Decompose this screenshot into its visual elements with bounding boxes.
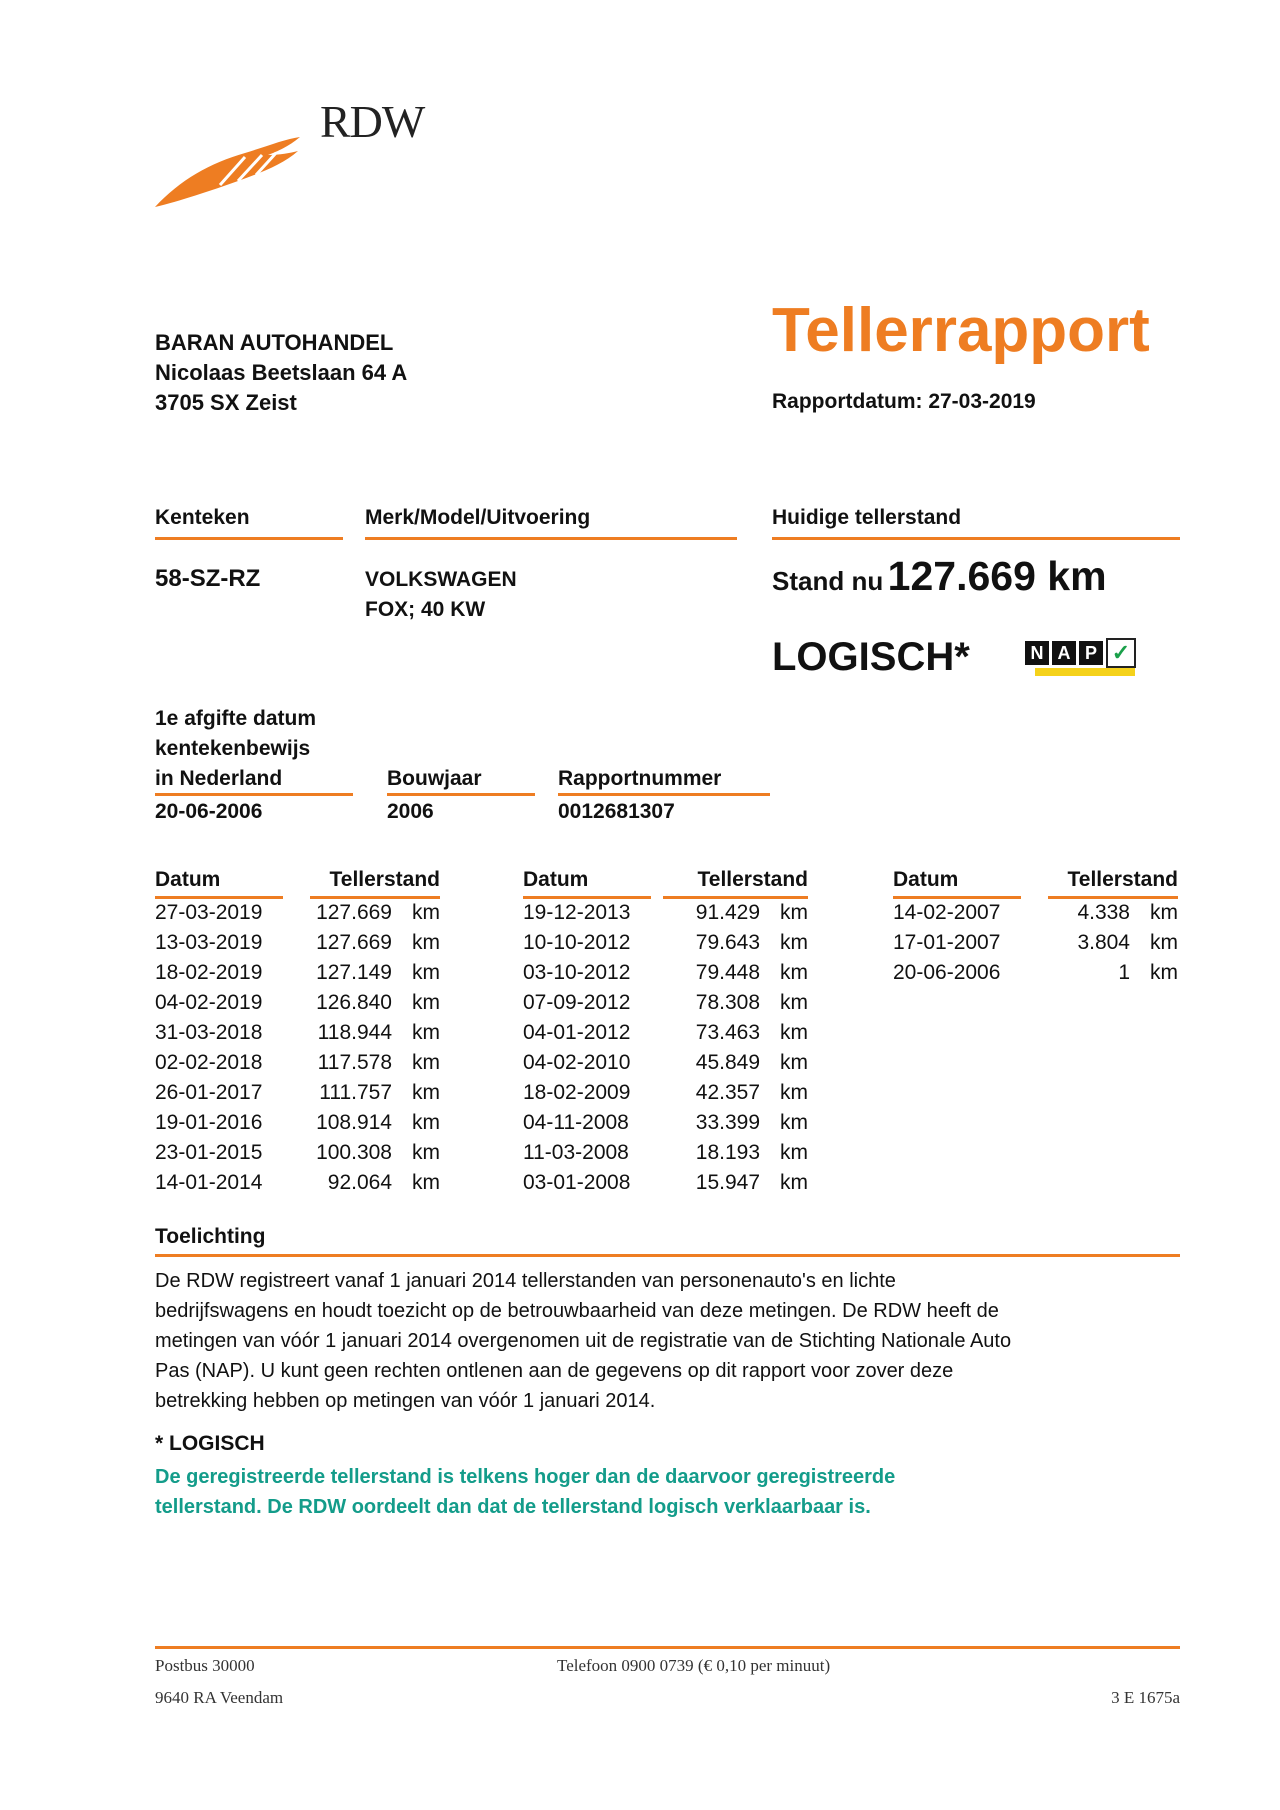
logisch-verdict: LOGISCH* [772, 635, 970, 679]
row-date: 27-03-2019 [155, 901, 263, 924]
table-row [523, 1108, 808, 1138]
row-date: 10-10-2012 [523, 931, 631, 954]
row-unit: km [780, 931, 808, 954]
row-unit: km [780, 991, 808, 1014]
table-row [523, 1018, 808, 1048]
table-row [155, 1168, 440, 1198]
table-row [893, 928, 1178, 958]
divider [387, 793, 535, 796]
row-date: 14-01-2014 [155, 1171, 263, 1194]
row-value: 15.947 [695, 1171, 760, 1194]
row-unit: km [412, 991, 440, 1014]
row-unit: km [412, 931, 440, 954]
label-bouwjaar: Bouwjaar [387, 767, 482, 790]
row-date: 14-02-2007 [893, 901, 1001, 924]
row-value: 42.357 [695, 1081, 760, 1104]
header-tellerstand: Tellerstand [329, 868, 440, 891]
row-date: 19-01-2016 [155, 1111, 263, 1134]
row-value: 91.429 [695, 901, 760, 924]
row-unit: km [412, 1081, 440, 1104]
row-unit: km [412, 1051, 440, 1074]
stand-value: 127.669 km [887, 553, 1107, 599]
row-unit: km [412, 901, 440, 924]
label-afgifte [155, 704, 316, 794]
label-afgifte-line: in Nederland [155, 767, 283, 790]
header-tellerstand: Tellerstand [1067, 868, 1178, 891]
row-value: 18.193 [695, 1141, 760, 1164]
table-row [893, 898, 1178, 928]
sender-name: BARAN AUTOHANDEL [155, 330, 394, 355]
toelichting-line: Pas (NAP). U kunt geen rechten ontlenen aan de gegevens op dit rapport voor zover deze [155, 1360, 954, 1382]
row-unit: km [780, 1141, 808, 1164]
stand-nu [772, 553, 1107, 600]
label-kenteken: Kenteken [155, 506, 250, 529]
rows-col-2 [523, 898, 808, 1198]
row-unit: km [780, 901, 808, 924]
merk-value: VOLKSWAGEN [365, 568, 517, 591]
report-title: Tellerrapport [772, 296, 1150, 365]
row-date: 03-10-2012 [523, 961, 631, 984]
row-date: 18-02-2009 [523, 1081, 631, 1104]
row-value: 118.944 [317, 1021, 392, 1044]
divider [772, 537, 1180, 540]
row-date: 04-02-2019 [155, 991, 263, 1014]
rapportnummer-value: 0012681307 [558, 800, 675, 823]
table-row [155, 1138, 440, 1168]
row-value: 79.643 [695, 931, 760, 954]
rows-col-1 [155, 898, 440, 1198]
logisch-line: De geregistreerde tellerstand is telkens hoger dan de daarvoor geregistreerde [155, 1466, 896, 1488]
row-unit: km [780, 1111, 808, 1134]
kenteken-value: 58-SZ-RZ [155, 565, 261, 592]
row-date: 04-01-2012 [523, 1021, 631, 1044]
row-unit: km [412, 1171, 440, 1194]
model-value: FOX; 40 KW [365, 598, 486, 621]
row-value: 92.064 [327, 1171, 392, 1194]
row-unit: km [412, 1141, 440, 1164]
table-row [523, 1078, 808, 1108]
row-date: 31-03-2018 [155, 1021, 263, 1044]
row-date: 13-03-2019 [155, 931, 263, 954]
table-row [523, 1048, 808, 1078]
divider [155, 793, 353, 796]
stand-prefix: Stand nu [772, 566, 884, 596]
table-row [155, 958, 440, 988]
logisch-heading: * LOGISCH [155, 1432, 265, 1455]
row-unit: km [780, 1021, 808, 1044]
logisch-explanation [155, 1462, 1185, 1522]
table-row [523, 1138, 808, 1168]
table-row [155, 898, 440, 928]
row-value: 3.804 [1077, 931, 1130, 954]
header-datum: Datum [893, 868, 959, 891]
row-unit: km [780, 1081, 808, 1104]
toelichting-line: betrekking hebben op metingen van vóór 1 januari 2014. [155, 1390, 656, 1412]
divider [155, 537, 343, 540]
table-row [523, 958, 808, 988]
row-value: 108.914 [316, 1111, 392, 1134]
table-row [155, 1048, 440, 1078]
row-date: 11-03-2008 [523, 1141, 629, 1164]
footer-telefoon: Telefoon 0900 0739 (€ 0,10 per minuut) [557, 1656, 831, 1675]
row-unit: km [412, 961, 440, 984]
toelichting-line: metingen van vóór 1 januari 2014 overgenomen uit de registratie van de Stichting Nationale Auto [155, 1330, 1012, 1352]
toelichting-line: De RDW registreert vanaf 1 januari 2014 tellerstanden van personenauto's en lichte [155, 1270, 896, 1292]
row-value: 4.338 [1077, 901, 1130, 924]
row-value: 73.463 [695, 1021, 760, 1044]
sender-street: Nicolaas Beetslaan 64 A [155, 360, 408, 385]
tellerstand-column-3 [893, 868, 1178, 988]
rows-col-3 [893, 898, 1178, 988]
footer-plaats: 9640 RA Veendam [155, 1688, 284, 1707]
logisch-line: tellerstand. De RDW oordeelt dan dat de tellerstand logisch verklaarbaar is. [155, 1496, 871, 1518]
header-tellerstand: Tellerstand [697, 868, 808, 891]
table-row [523, 988, 808, 1018]
nap-letter: N [1025, 641, 1049, 665]
report-date: Rapportdatum: 27-03-2019 [772, 390, 1036, 413]
nap-check-icon: ✓ [1106, 638, 1136, 668]
row-date: 03-01-2008 [523, 1171, 631, 1194]
table-row [155, 988, 440, 1018]
row-value: 127.669 [316, 901, 392, 924]
row-value: 127.149 [316, 961, 392, 984]
divider [155, 1254, 1180, 1257]
footer-postbus: Postbus 30000 [155, 1656, 255, 1675]
row-unit: km [1150, 901, 1178, 924]
table-row [523, 898, 808, 928]
table-row [523, 928, 808, 958]
sender-address [155, 328, 407, 418]
row-value: 127.669 [316, 931, 392, 954]
row-unit: km [412, 1111, 440, 1134]
label-afgifte-line: kentekenbewijs [155, 737, 311, 760]
row-value: 126.840 [316, 991, 392, 1014]
row-unit: km [780, 1051, 808, 1074]
tellerstand-column-2 [523, 868, 808, 1198]
footer-code: 3 E 1675a [1111, 1688, 1180, 1707]
row-value: 1 [1118, 961, 1130, 984]
toelichting-heading: Toelichting [155, 1225, 266, 1248]
header-datum: Datum [155, 868, 221, 891]
rdw-logo-text: RDW [320, 96, 425, 147]
label-huidige-tellerstand: Huidige tellerstand [772, 506, 962, 529]
table-row [155, 1108, 440, 1138]
row-date: 26-01-2017 [155, 1081, 263, 1104]
nap-letter: P [1079, 641, 1103, 665]
table-row [155, 1078, 440, 1108]
row-value: 111.757 [319, 1081, 392, 1104]
row-date: 04-02-2010 [523, 1051, 631, 1074]
label-merk: Merk/Model/Uitvoering [365, 506, 591, 529]
table-row [155, 1018, 440, 1048]
row-value: 45.849 [695, 1051, 760, 1074]
rdw-wing-icon [150, 95, 310, 215]
toelichting-text [155, 1266, 1185, 1416]
label-afgifte-line: 1e afgifte datum [155, 707, 317, 730]
footer-divider [155, 1646, 1180, 1649]
row-unit: km [780, 961, 808, 984]
nap-underline [1035, 668, 1135, 676]
row-date: 17-01-2007 [893, 931, 1001, 954]
row-value: 79.448 [695, 961, 760, 984]
row-value: 117.578 [317, 1051, 392, 1074]
header-datum: Datum [523, 868, 589, 891]
table-row [893, 958, 1178, 988]
divider [365, 537, 737, 540]
table-row [155, 928, 440, 958]
row-unit: km [1150, 961, 1178, 984]
bouwjaar-value: 2006 [387, 800, 434, 823]
divider [558, 793, 770, 796]
row-value: 100.308 [316, 1141, 392, 1164]
tellerstand-column-1 [155, 868, 440, 1198]
row-date: 20-06-2006 [893, 961, 1001, 984]
row-date: 02-02-2018 [155, 1051, 263, 1074]
rdw-logo [150, 95, 450, 215]
label-rapportnummer: Rapportnummer [558, 767, 722, 790]
table-row [523, 1168, 808, 1198]
row-value: 33.399 [695, 1111, 760, 1134]
row-unit: km [412, 1021, 440, 1044]
row-date: 04-11-2008 [523, 1111, 629, 1134]
afgifte-datum-value: 20-06-2006 [155, 800, 263, 823]
row-value: 78.308 [695, 991, 760, 1014]
row-date: 19-12-2013 [523, 901, 631, 924]
row-unit: km [1150, 931, 1178, 954]
row-unit: km [780, 1171, 808, 1194]
sender-city: 3705 SX Zeist [155, 390, 297, 415]
row-date: 23-01-2015 [155, 1141, 263, 1164]
nap-badge [1025, 638, 1136, 668]
row-date: 18-02-2019 [155, 961, 263, 984]
toelichting-line: bedrijfswagens en houdt toezicht op de betrouwbaarheid van deze metingen. De RDW heeft de [155, 1300, 999, 1322]
nap-letter: A [1052, 641, 1076, 665]
row-date: 07-09-2012 [523, 991, 631, 1014]
